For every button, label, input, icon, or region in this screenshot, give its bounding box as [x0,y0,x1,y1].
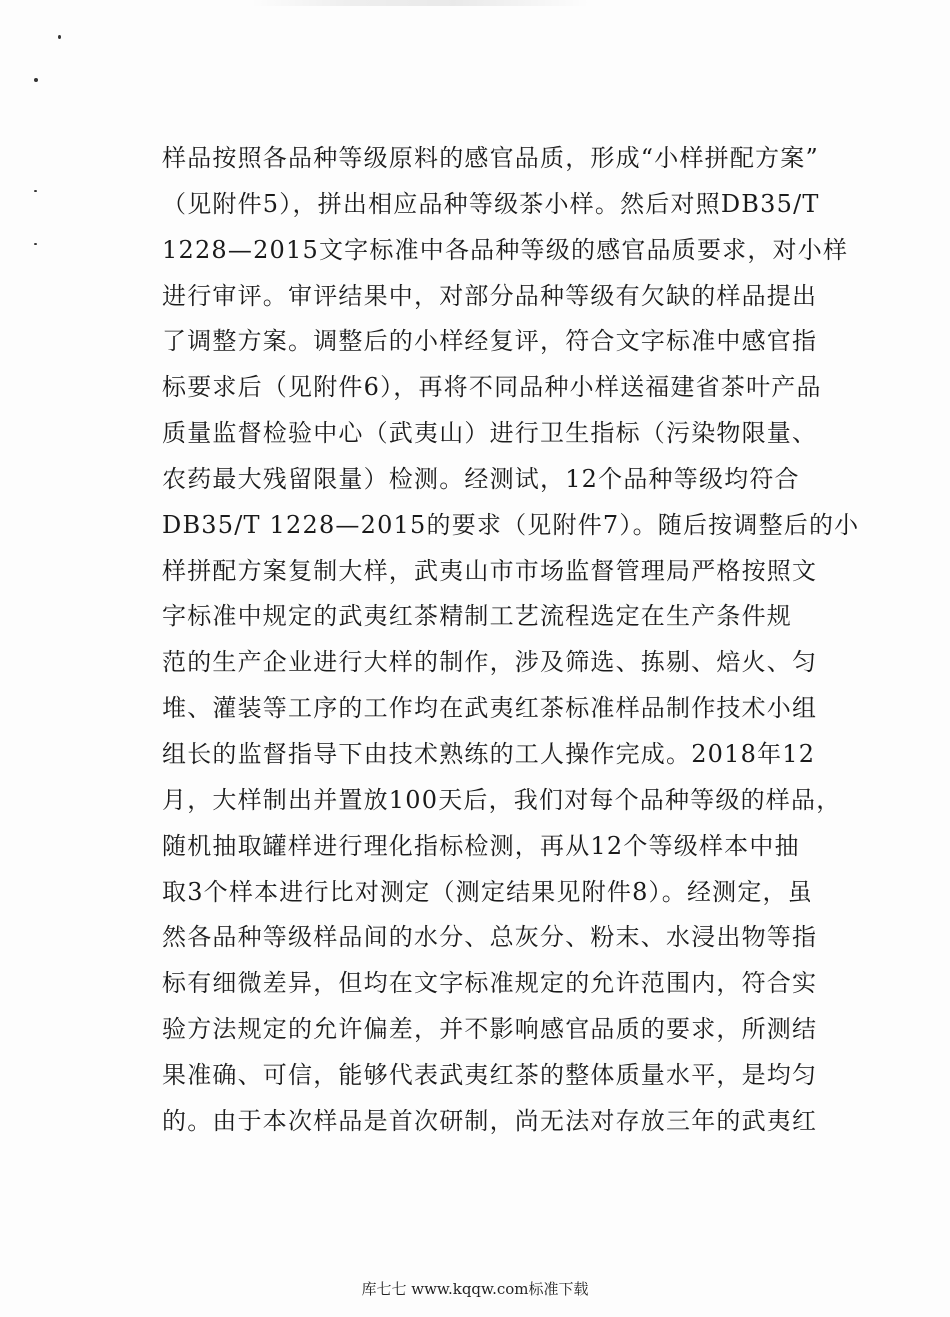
text-line: 的。由于本次样品是首次研制，尚无法对存放三年的武夷红 [162,1106,818,1135]
text-line: 随机抽取罐样进行理化指标检测，再从12个等级样本中抽 [162,831,800,860]
footer-watermark: 库七七 www.kqqw.com标准下载 [361,1280,589,1298]
text-line: 了调整方案。调整后的小样经复评，符合文字标准中感官指 [162,327,818,356]
text-line: （见附件5），拼出相应品种等级茶小样。然后对照DB35/T [162,189,820,218]
text-line: 验方法规定的允许偏差，并不影响感官品质的要求，所测结 [162,1015,818,1044]
text-line: 标有细微差异，但均在文字标准规定的允许范围内，符合实 [162,969,818,998]
text-line: 质量监督检验中心（武夷山）进行卫生指标（污染物限量、 [162,419,818,448]
text-line: 进行审评。审评结果中，对部分品种等级有欠缺的样品提出 [162,281,818,310]
text-line: 果准确、可信，能够代表武夷红茶的整体质量水平，是均匀 [162,1060,818,1089]
text-line: 标要求后（见附件6），再将不同品种小样送福建省茶叶产品 [162,373,822,402]
text-line: 取3个样本进行比对测定（测定结果见附件8）。经测定，虽 [162,877,813,906]
scan-speck [34,190,37,192]
text-line: 农药最大残留限量）检测。经测试，12个品种等级均符合 [162,464,800,493]
scan-speck [58,35,61,39]
scan-speck [34,78,38,82]
text-line: 样品按照各品种等级原料的感官品质，形成“小样拼配方案” [162,144,819,172]
text-line: 1228—2015文字标准中各品种等级的感官品质要求，对小样 [162,235,849,264]
text-line: 月，大样制出并置放100天后，我们对每个品种等级的样品， [162,785,842,814]
scan-speck [34,243,37,245]
body-paragraph [162,136,860,1145]
text-line: 范的生产企业进行大样的制作，涉及筛选、拣剔、焙火、匀 [162,648,818,677]
text-line: 样拼配方案复制大样，武夷山市市场监督管理局严格按照文 [162,556,818,585]
text-line: DB35/T 1228—2015的要求（见附件7）。随后按调整后的小 [162,510,860,539]
text-line: 组长的监督指导下由技术熟练的工人操作完成。2018年12 [162,739,816,768]
text-line: 字标准中规定的武夷红茶精制工艺流程选定在生产条件规 [162,602,792,631]
text-line: 堆、灌装等工序的工作均在武夷红茶标准样品制作技术小组 [162,694,818,723]
scan-artifact-top [250,0,590,6]
text-line: 然各品种等级样品间的水分、总灰分、粉末、水浸出物等指 [162,923,818,952]
